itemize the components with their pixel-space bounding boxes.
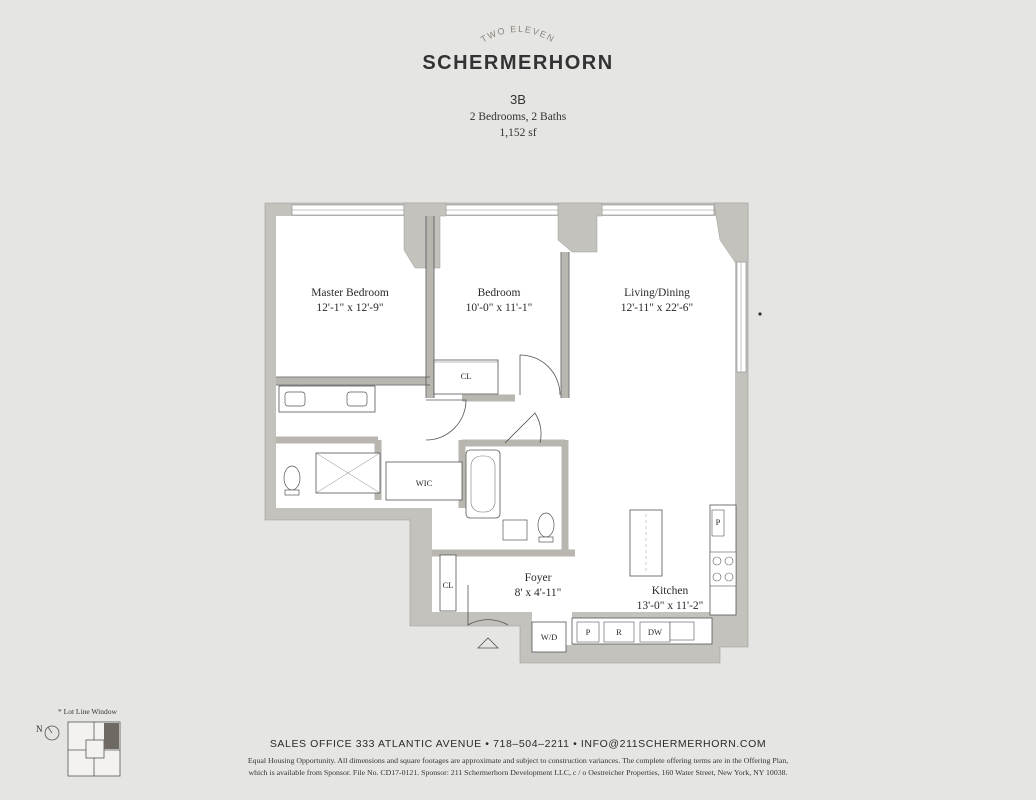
kitchen-dims: 13'-0" x 11'-2"	[636, 600, 704, 612]
lot-line-marker	[758, 312, 761, 315]
bath-toilet	[538, 513, 554, 542]
brand-top-text: TWO ELEVEN	[479, 23, 557, 45]
sales-office-line: SALES OFFICE 333 ATLANTIC AVENUE • 718–504–2211 • INFO@211SCHERMERHORN.COM	[269, 738, 767, 750]
bedroom-dims: 10'-0" x 11'-1"	[465, 302, 533, 314]
unit-bedrooms-baths: 2 Bedrooms, 2 Baths	[469, 111, 567, 123]
foyer-label	[490, 571, 586, 601]
wic-label: WIC	[415, 478, 433, 488]
unit-name: 3B	[510, 92, 526, 107]
brand-name: SCHERMERHORN	[422, 52, 614, 74]
entry-arrow	[478, 638, 498, 648]
refrigerator-label: R	[616, 627, 622, 637]
kitchen-name: Kitchen	[651, 585, 689, 597]
bath-sink	[503, 520, 527, 540]
living-dining-name: Living/Dining	[624, 287, 690, 299]
living-dining-dims: 12'-11" x 22'-6"	[620, 302, 694, 314]
master-bedroom-label	[290, 286, 410, 316]
washer-dryer-label: W/D	[540, 632, 558, 642]
lot-line-legend: * Lot Line Window	[58, 707, 117, 716]
north-label: N	[36, 724, 43, 734]
kitchen-island	[630, 510, 662, 576]
cooktop	[710, 552, 736, 586]
kitchen-label	[620, 584, 720, 614]
foyer-name: Foyer	[524, 572, 552, 584]
bedroom-closet-label: CL	[460, 371, 472, 381]
dishwasher-label: DW	[647, 627, 663, 637]
unit-area: 1,152 sf	[499, 127, 537, 139]
pantry-label: P	[585, 627, 591, 637]
master-bedroom-dims: 12'-1" x 12'-9"	[316, 302, 384, 314]
side-pantry-label: P	[715, 517, 721, 527]
disclaimer-line-1: Equal Housing Opportunity. All dimensions and square footages are approximate and subject to construction variances. The complete offering terms are in the Offering Plan,	[247, 756, 789, 765]
bedroom-name: Bedroom	[477, 287, 521, 299]
master-toilet	[284, 466, 300, 495]
living-dining-label	[598, 286, 716, 316]
disclaimer-line-2: which is available from Sponsor. File No. CD17-0121. Sponsor: 211 Schermerhorn Development LLC, c / o Oestreicher Properties, 160 Water Street, New York, NY 10038.	[248, 768, 788, 777]
foyer-dims: 8' x 4'-11"	[514, 587, 562, 599]
bedroom-label	[449, 286, 549, 316]
foyer-closet-label: CL	[442, 580, 454, 590]
master-bedroom-name: Master Bedroom	[311, 287, 389, 299]
